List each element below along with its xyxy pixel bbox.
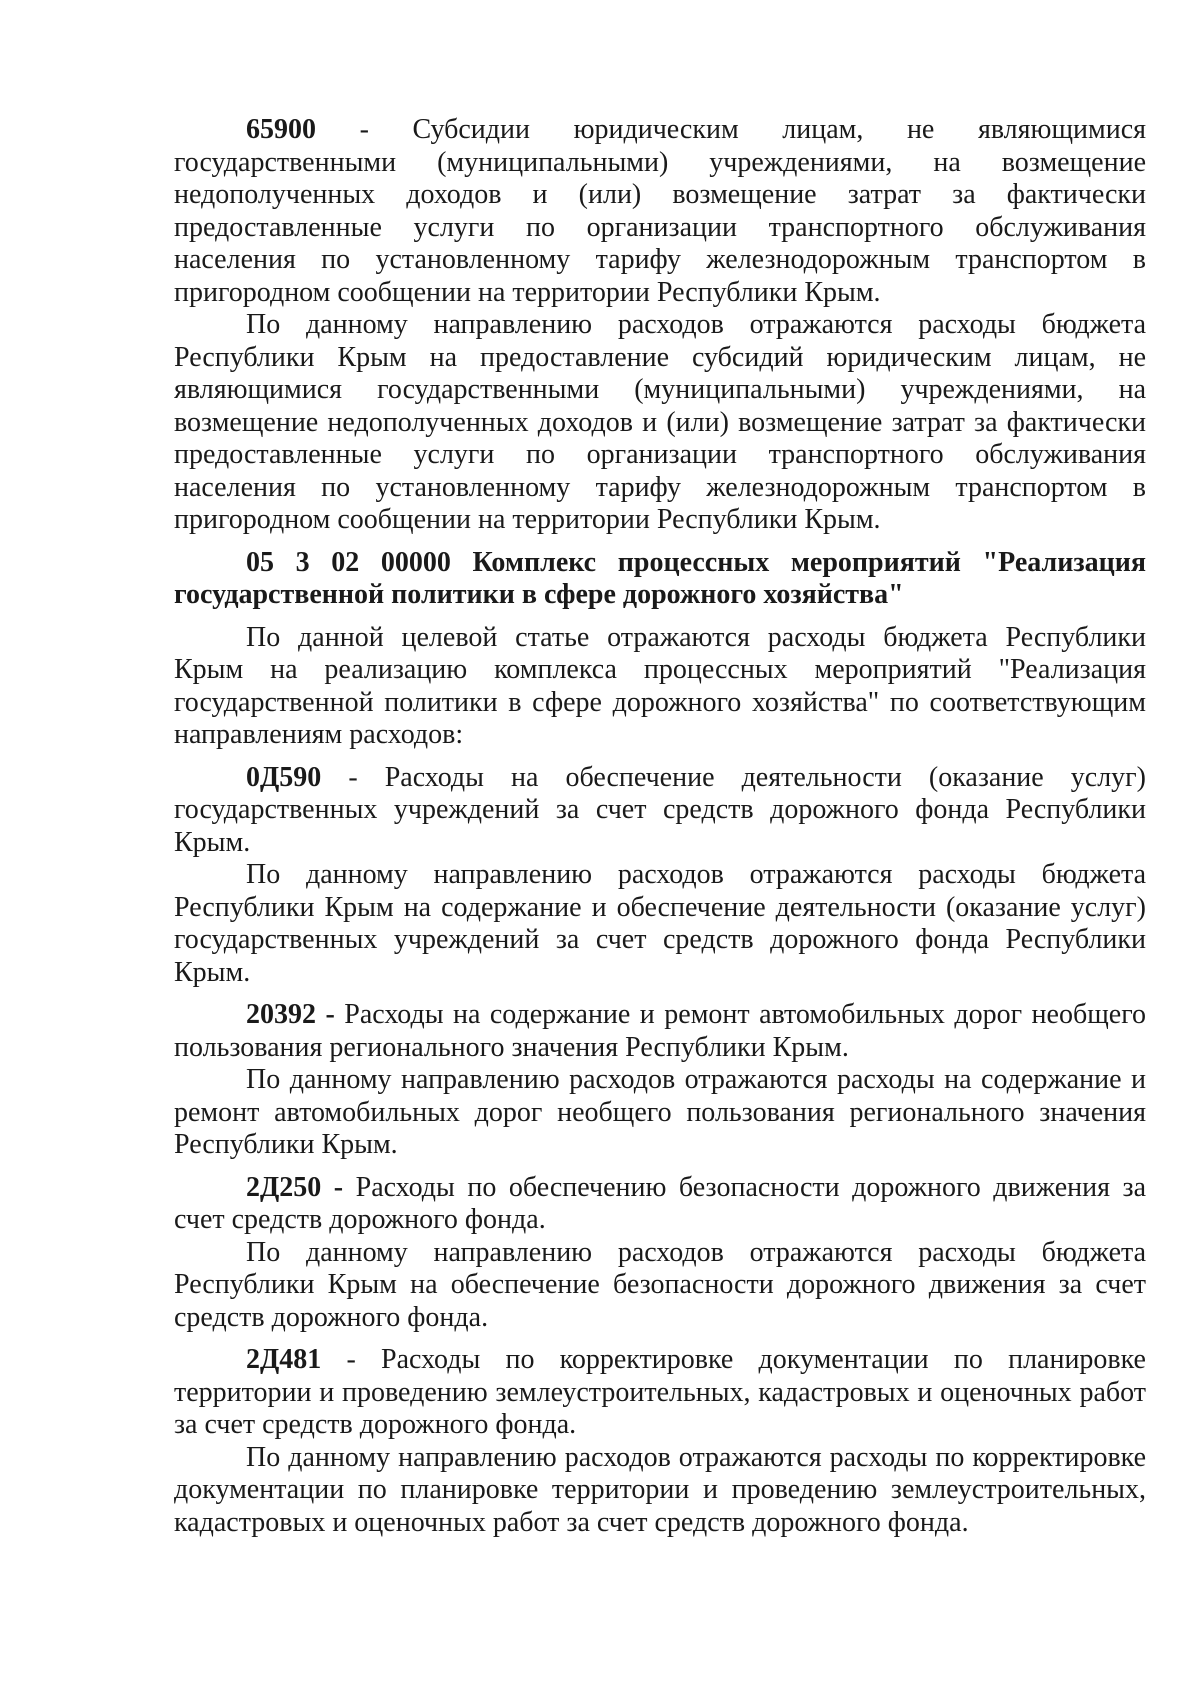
paragraph-text: По данному направлению расходов отражаются расходы на содержание и ремонт автомобильных дорог необщего пользования регионального значения Республики Крым. [174, 1064, 1146, 1160]
paragraph-text: Расходы на содержание и ремонт автомобильных дорог необщего пользования регионального значения Республики Крым. [174, 999, 1146, 1063]
paragraph-65900 [174, 114, 1146, 309]
section-heading [174, 547, 1146, 612]
paragraph-2d250-description [174, 1237, 1146, 1335]
paragraph-text: Расходы по обеспечению безопасности дорожного движения за счет средств дорожного фонда. [174, 1171, 1147, 1235]
paragraph-text: - Расходы на обеспечение деятельности (оказание услуг) государственных учреждений за счет средств дорожного фонда Республики Крым. [174, 761, 1146, 858]
document-page [174, 114, 1146, 1539]
expense-code: 20392 - [246, 999, 335, 1030]
section-intro [174, 622, 1146, 752]
paragraph-text: - Субсидии юридическим лицам, не являющимися государственными (муниципальными) учреждениями, на возмещение недополученных доходов и (или) возмещение затрат за фактически предоставленные услуги по организации транспортного обслуживания населения по установленному тарифу железнодорожным транспортом в пригородном сообщении на территории Республики Крым. [174, 114, 1146, 308]
paragraph-text: По данному направлению расходов отражаются расходы бюджета Республики Крым на предоставление субсидий юридическим лицам, не являющимися государственными (муниципальными) учреждениями, на возмещение недополученных доходов и (или) возмещение затрат за фактически предоставленные услуги по организации транспортного обслуживания населения по установленному тарифу железнодорожным транспортом в пригородном сообщении на территории Республики Крым. [174, 309, 1146, 535]
paragraph-65900-description [174, 309, 1146, 537]
paragraph-2d481 [174, 1344, 1146, 1442]
paragraph-20392 [174, 999, 1146, 1064]
paragraph-2d481-description [174, 1442, 1146, 1540]
heading-text: 05 3 02 00000 Комплекс процессных мероприятий "Реализация государственной политики в сфере дорожного хозяйства" [174, 546, 1146, 610]
paragraph-0d590 [174, 762, 1146, 860]
paragraph-20392-description [174, 1064, 1146, 1162]
paragraph-text: По данному направлению расходов отражаются расходы бюджета Республики Крым на содержание и обеспечение деятельности (оказание услуг) государственных учреждений за счет средств дорожного фонда Республики Крым. [174, 859, 1146, 988]
expense-code: 65900 [246, 114, 316, 145]
paragraph-text: По данному направлению расходов отражаются расходы бюджета Республики Крым на обеспечение безопасности дорожного движения за счет средств дорожного фонда. [174, 1236, 1146, 1333]
expense-code: 2Д481 [246, 1344, 322, 1375]
paragraph-text: По данному направлению расходов отражаются расходы по корректировке документации по планировке территории и проведению землеустроительных, кадастровых и оценочных работ за счет средств дорожного фонда. [174, 1441, 1146, 1538]
expense-code: 0Д590 [246, 761, 322, 793]
paragraph-text: - Расходы по корректировке документации по планировке территории и проведению землеустроительных, кадастровых и оценочных работ за счет средств дорожного фонда. [174, 1344, 1146, 1440]
paragraph-2d250 [174, 1172, 1146, 1237]
expense-code: 2Д250 - [246, 1171, 344, 1203]
paragraph-0d590-description [174, 859, 1146, 989]
paragraph-text: По данной целевой статье отражаются расходы бюджета Республики Крым на реализацию комплекса процессных мероприятий "Реализация государственной политики в сфере дорожного хозяйства" по соответствующим направлениям расходов: [174, 621, 1146, 750]
